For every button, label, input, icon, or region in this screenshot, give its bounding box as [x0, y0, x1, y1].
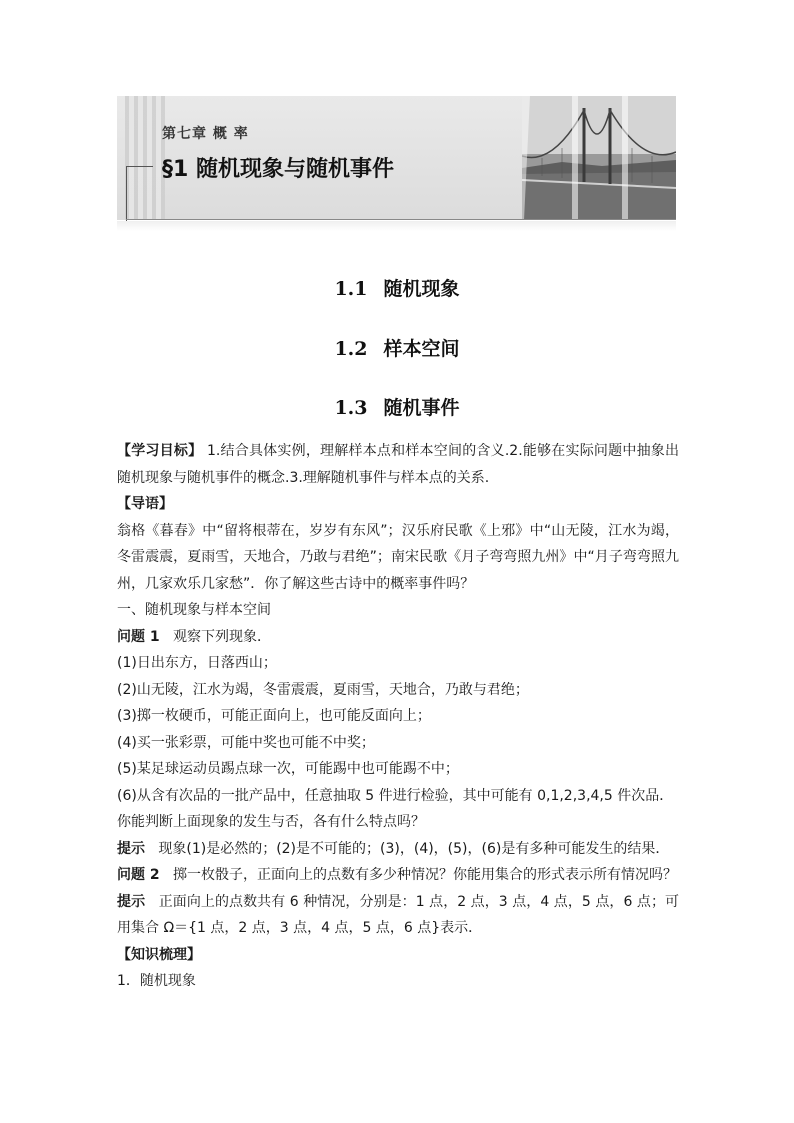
section-title: §1 随机现象与随机事件	[162, 157, 394, 182]
learning-objectives	[117, 438, 679, 491]
question1-label: 问题 1	[117, 628, 160, 645]
banner-bracket	[126, 166, 153, 221]
banner-divider	[126, 219, 676, 220]
intro-label: 【导语】	[117, 496, 173, 512]
hint-label: 提示	[117, 840, 145, 857]
banner-shadow	[117, 221, 676, 231]
question1-item: (2)山无陵，江水为竭，冬雷震震，夏雨雪，天地合，乃敢与君绝；	[117, 681, 529, 698]
heading-number: 1.2	[334, 338, 368, 360]
question1-item: (6)从含有次品的一批产品中，任意抽取 5 件进行检验，其中可能有 0,1,2,3,4,5 件次品．	[117, 787, 674, 804]
hint-text: 现象(1)是必然的；(2)是不可能的；(3)，(4)，(5)，(6)是有多种可能发生的结果．	[158, 840, 670, 857]
question2	[117, 862, 679, 889]
part1-title: 一、随机现象与样本空间	[117, 602, 271, 618]
question2-text: 掷一枚骰子，正面向上的点数有多少种情况？你能用集合的形式表示所有情况吗？	[172, 867, 677, 883]
hint-text: 正面向上的点数共有 6 种情况，分别是：1 点，2 点，3 点，4 点，5 点，6 点；可用集合 Ω＝{1 点，2 点，3 点，4 点，5 点，6 点}表示．	[117, 893, 680, 936]
heading-1-1	[0, 274, 794, 301]
heading-text: 随机现象	[383, 278, 460, 300]
objectives-text: 1.结合具体实例，理解样本点和样本空间的含义.2.能够在实际问题中抽象出随机现象与随机事件的概念.3.理解随机事件与样本点的关系.	[117, 443, 680, 486]
heading-number: 1.1	[334, 278, 368, 300]
objectives-label: 【学习目标】	[117, 443, 203, 459]
question1-item: (1)日出东方，日落西山；	[117, 655, 277, 671]
knowledge-label: 【知识梳理】	[117, 946, 201, 963]
question1-item: (5)某足球运动员踢点球一次，可能踢中也可能踢不中；	[117, 761, 459, 777]
heading-text: 随机事件	[383, 397, 460, 419]
heading-text: 样本空间	[383, 338, 460, 360]
heading-1-2	[0, 334, 794, 361]
bridge-photo	[522, 96, 676, 220]
question1-item: (4)买一张彩票，可能中奖也可能不中奖；	[117, 734, 375, 751]
knowledge-item-1: 1．随机现象	[117, 973, 196, 989]
heading-number: 1.3	[334, 397, 368, 419]
chapter-label: 第七章 概 率	[162, 126, 249, 142]
question1-hint	[117, 836, 679, 863]
question2-hint	[117, 889, 679, 942]
question1-text: 观察下列现象．	[172, 628, 271, 645]
intro-text: 翁格《暮春》中“留将根蒂在，岁岁有东风”；汉乐府民歌《上邪》中“山无陵，江水为竭，冬雷震震，夏雨雪，天地合，乃敢与君绝”；南宋民歌《月子弯弯照九州》中“月子弯弯照九州，几家欢乐几家愁”．你了解这些古诗中的概率事件吗？	[117, 522, 679, 592]
document-body	[117, 438, 679, 995]
hint-label: 提示	[117, 893, 146, 910]
bridge-illustration	[522, 96, 676, 220]
question1	[117, 624, 679, 651]
question2-label: 问题 2	[117, 867, 160, 883]
heading-1-3	[0, 393, 794, 420]
question1-followup: 你能判断上面现象的发生与否，各有什么特点吗？	[117, 814, 425, 830]
question1-item: (3)掷一枚硬币，可能正面向上，也可能反面向上；	[117, 708, 431, 724]
